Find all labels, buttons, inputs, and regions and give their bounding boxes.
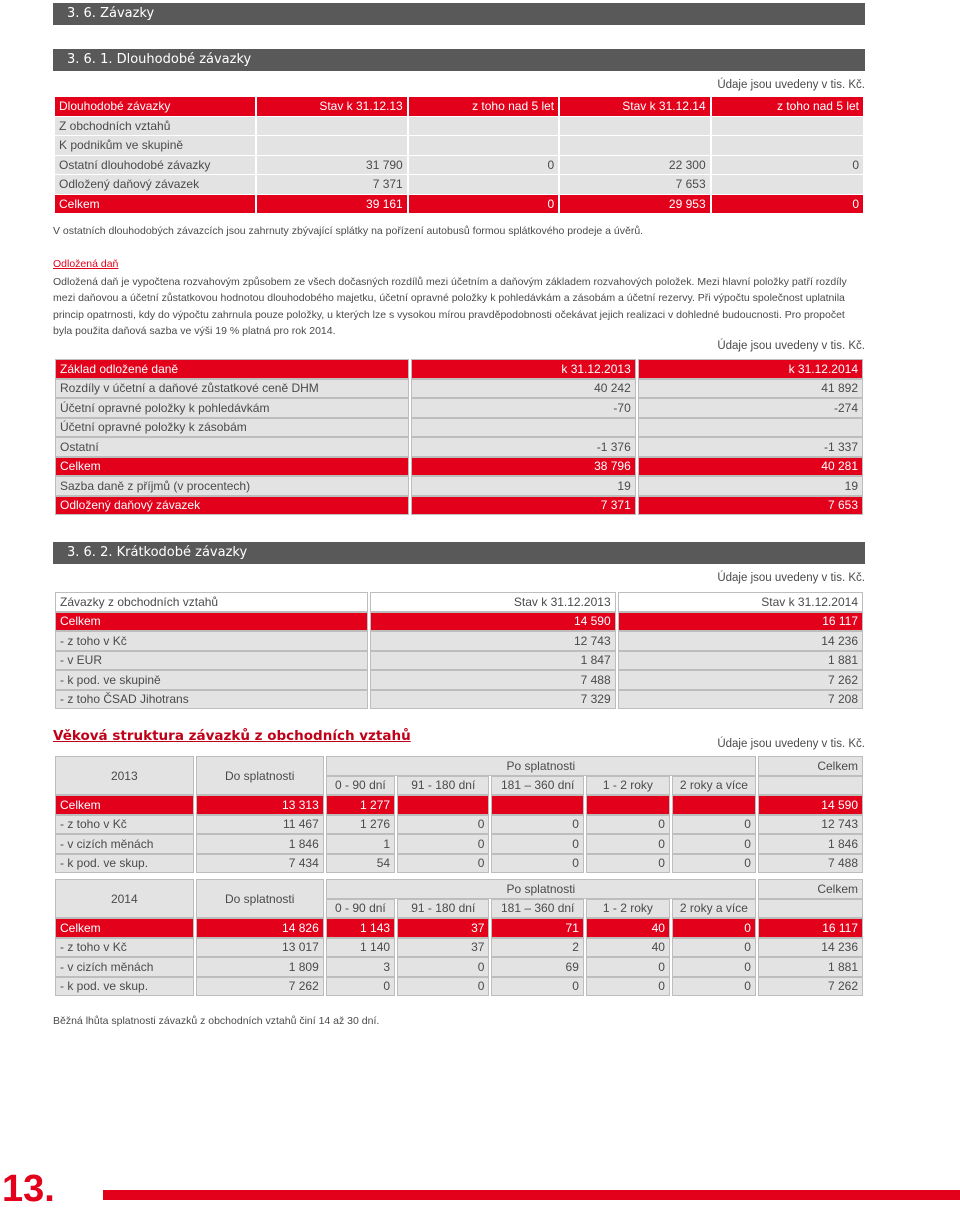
table-cell: 41 892 (638, 379, 863, 399)
table-cell: 1 881 (758, 957, 863, 977)
table-cell: 0 (397, 957, 489, 977)
table-cell: 0 (672, 834, 756, 854)
row-label: Z obchodních vztahů (55, 117, 255, 137)
table-cell: 1 277 (326, 795, 395, 815)
table-cell: 7 488 (370, 670, 615, 690)
table-cell: 7 262 (758, 977, 863, 997)
table-cell: 0 (586, 834, 670, 854)
table-row (55, 670, 863, 690)
header-cell: 0 - 90 dní (326, 776, 395, 796)
table-cell: 19 (411, 476, 636, 496)
table-cell (409, 117, 558, 137)
table-cell: 0 (672, 938, 756, 958)
row-label: - v cizích měnách (55, 957, 194, 977)
row-label: - z toho v Kč (55, 815, 194, 835)
header-cell (758, 899, 863, 919)
table-cell: 14 236 (618, 631, 863, 651)
table-cell: 37 (397, 918, 489, 938)
table-row (55, 418, 863, 438)
header-cell: Základ odložené daně (55, 359, 409, 379)
total-row (55, 195, 863, 215)
header-cell: k 31.12.2013 (411, 359, 636, 379)
row-label: - z toho ČSAD Jihotrans (55, 690, 368, 710)
deferred-tax-text: Odložená daň je vypočtena rozvahovým způsobem ze všech dočasných rozdílů mezi účetním a daňovým základem rozvahových položek. Mezi hlavní položky patří rozdíly mezi daňovou a účetní zůstatkovou hodnotou dlouhodobého majetku, účetní opravné položky k pohledávkám a zásobám a účetní rezervy. Při výpočtu společnost uplatnila princip opatrnosti, kdy do výpočtu zahrnula pouze položky, u kterých lze s vysokou mírou pravděpodobnosti očekávat jejich realizaci v dohledné budoucnosti. Pro propočet byla použita daňová sazba ve výši 19 % platná pro rok 2014. (53, 275, 847, 337)
row-label: - v EUR (55, 651, 368, 671)
table-cell: 1 846 (758, 834, 863, 854)
row-label: Ostatní dlouhodobé závazky (55, 156, 255, 176)
table-cell: 0 (491, 977, 583, 997)
row-label: - k pod. ve skup. (55, 854, 194, 874)
table-row (55, 437, 863, 457)
row-label: - k pod. ve skupině (55, 670, 368, 690)
total-row (55, 795, 863, 815)
table-cell: 1 881 (618, 651, 863, 671)
table-cell: 54 (326, 854, 395, 874)
table-header-row (55, 359, 863, 379)
table-cell: 69 (491, 957, 583, 977)
table-cell: 0 (586, 977, 670, 997)
table-header-row (55, 97, 863, 117)
short-term-liabilities-table (53, 592, 865, 709)
table-cell: 19 (638, 476, 863, 496)
table-cell: 71 (491, 918, 583, 938)
table-cell (491, 795, 583, 815)
units-note: Údaje jsou uvedeny v tis. Kč. (717, 340, 865, 352)
header-cell: Dlouhodobé závazky (55, 97, 255, 117)
table-cell: 0 (672, 815, 756, 835)
table-cell: 16 117 (618, 612, 863, 632)
table-cell: 7 488 (758, 854, 863, 874)
table-cell: 7 434 (196, 854, 324, 874)
table-cell: 0 (491, 854, 583, 874)
table-cell: 37 (397, 938, 489, 958)
table-cell (712, 117, 863, 137)
header-cell: 181 – 360 dní (491, 776, 583, 796)
table-header-row (55, 592, 863, 612)
row-label: - v cizích měnách (55, 834, 194, 854)
table-cell: 12 743 (758, 815, 863, 835)
row-label: - z toho v Kč (55, 938, 194, 958)
table-cell: 1 846 (196, 834, 324, 854)
header-cell: Celkem (758, 879, 863, 899)
table-cell (586, 795, 670, 815)
header-cell: 1 - 2 roky (586, 899, 670, 919)
header-cell: 91 - 180 dní (397, 899, 489, 919)
header-cell: Závazky z obchodních vztahů (55, 592, 368, 612)
table-cell: 1 847 (370, 651, 615, 671)
header-cell: Do splatnosti (196, 879, 324, 918)
table-row (55, 938, 863, 958)
units-note: Údaje jsou uvedeny v tis. Kč. (717, 738, 865, 750)
table-cell: 12 743 (370, 631, 615, 651)
row-label: Odložený daňový závazek (55, 175, 255, 195)
table-cell (712, 136, 863, 156)
table-cell: 13 313 (196, 795, 324, 815)
payment-terms-footnote: Běžná lhůta splatnosti závazků z obchodních vztahů činí 14 až 30 dní. (53, 1015, 380, 1027)
table-row (55, 977, 863, 997)
header-cell: k 31.12.2014 (638, 359, 863, 379)
header-cell: Do splatnosti (196, 756, 324, 795)
table-header-row (55, 756, 863, 776)
table-cell: 1 140 (326, 938, 395, 958)
table-cell: 0 (409, 156, 558, 176)
row-label: Celkem (55, 918, 194, 938)
long-term-note: V ostatních dlouhodobých závazcích jsou zahrnuty zbývající splátky na pořízení autobusů formou splátkového prodeje a úvěrů. (53, 225, 644, 237)
table-cell: 0 (326, 977, 395, 997)
table-cell: 3 (326, 957, 395, 977)
row-label: Celkem (55, 612, 368, 632)
table-cell: 0 (491, 834, 583, 854)
long-term-liabilities-table (53, 97, 865, 214)
table-cell: 0 (397, 977, 489, 997)
row-label: Odložený daňový závazek (55, 496, 409, 516)
units-note: Údaje jsou uvedeny v tis. Kč. (717, 79, 865, 91)
header-cell (758, 776, 863, 796)
table-cell: -274 (638, 398, 863, 418)
table-cell: 1 143 (326, 918, 395, 938)
footer-red-line (103, 1190, 960, 1200)
subsection-title-bar (53, 542, 865, 564)
table-cell: 16 117 (758, 918, 863, 938)
subsection-title-long-term: 3. 6. 1. Dlouhodobé závazky (67, 52, 252, 67)
row-label: Účetní opravné položky k pohledávkám (55, 398, 409, 418)
header-cell: 91 - 180 dní (397, 776, 489, 796)
table-cell (672, 795, 756, 815)
table-row (55, 156, 863, 176)
table-cell: 7 653 (560, 175, 709, 195)
table-cell: 14 590 (758, 795, 863, 815)
table-cell (409, 175, 558, 195)
table-cell: 40 242 (411, 379, 636, 399)
row-label: Ostatní (55, 437, 409, 457)
table-row (55, 690, 863, 710)
deferred-tax-table (53, 359, 865, 515)
table-cell: 11 467 (196, 815, 324, 835)
table-cell: 31 790 (257, 156, 406, 176)
table-cell: 0 (491, 815, 583, 835)
table-cell (257, 136, 406, 156)
row-label: K podnikům ve skupině (55, 136, 255, 156)
age-structure-heading: Věková struktura závazků z obchodních vztahů (53, 728, 411, 744)
subsection-title-bar (53, 49, 865, 71)
header-cell: 0 - 90 dní (326, 899, 395, 919)
header-cell: z toho nad 5 let (712, 97, 863, 117)
row-label: - z toho v Kč (55, 631, 368, 651)
page-number: 13. (2, 1168, 55, 1210)
table-cell: 0 (672, 918, 756, 938)
row-label: Účetní opravné položky k zásobám (55, 418, 409, 438)
table-cell: 0 (672, 957, 756, 977)
table-cell: 7 371 (257, 175, 406, 195)
table-cell (397, 795, 489, 815)
table-cell: 14 590 (370, 612, 615, 632)
table-cell (411, 418, 636, 438)
header-cell: 1 - 2 roky (586, 776, 670, 796)
row-label: Rozdíly v účetní a daňové zůstatkové ceně DHM (55, 379, 409, 399)
table-cell: 7 371 (411, 496, 636, 516)
table-cell: 7 208 (618, 690, 863, 710)
age-structure-2013-table (53, 756, 865, 873)
table-row (55, 631, 863, 651)
table-cell: 14 236 (758, 938, 863, 958)
deferred-tax-link[interactable]: Odložená daň (53, 258, 119, 270)
table-cell (638, 418, 863, 438)
table-cell (257, 117, 406, 137)
row-label: Sazba daně z příjmů (v procentech) (55, 476, 409, 496)
tax-rate-row (55, 476, 863, 496)
table-row (55, 175, 863, 195)
table-row (55, 957, 863, 977)
table-row (55, 379, 863, 399)
table-cell: 0 (672, 977, 756, 997)
year-cell: 2014 (55, 879, 194, 918)
table-cell: 0 (397, 815, 489, 835)
table-cell: 1 809 (196, 957, 324, 977)
header-cell: Po splatnosti (326, 879, 756, 899)
header-cell: z toho nad 5 let (409, 97, 558, 117)
table-row (55, 815, 863, 835)
row-label: Celkem (55, 195, 255, 215)
header-cell: 181 – 360 dní (491, 899, 583, 919)
table-header-row (55, 879, 863, 899)
total-row (55, 918, 863, 938)
table-cell: 0 (672, 854, 756, 874)
header-cell: 2 roky a více (672, 776, 756, 796)
age-structure-2014-table (53, 879, 865, 996)
table-cell: 0 (397, 854, 489, 874)
table-row (55, 834, 863, 854)
result-row (55, 496, 863, 516)
section-title: 3. 6. Závazky (67, 6, 155, 21)
row-label: Celkem (55, 795, 194, 815)
table-row (55, 651, 863, 671)
table-cell: 7 262 (618, 670, 863, 690)
table-cell: 40 (586, 918, 670, 938)
header-cell: Stav k 31.12.2014 (618, 592, 863, 612)
table-cell: 40 281 (638, 457, 863, 477)
header-cell: Stav k 31.12.13 (257, 97, 406, 117)
table-cell: 0 (397, 834, 489, 854)
table-cell: 7 329 (370, 690, 615, 710)
table-cell: 38 796 (411, 457, 636, 477)
section-title-bar (53, 3, 865, 25)
header-cell: Stav k 31.12.2013 (370, 592, 615, 612)
table-cell: 13 017 (196, 938, 324, 958)
table-cell (712, 175, 863, 195)
table-cell: 14 826 (196, 918, 324, 938)
table-cell: 39 161 (257, 195, 406, 215)
table-row (55, 398, 863, 418)
table-cell (560, 136, 709, 156)
units-note: Údaje jsou uvedeny v tis. Kč. (717, 572, 865, 584)
year-cell: 2013 (55, 756, 194, 795)
row-label: - k pod. ve skup. (55, 977, 194, 997)
subsection-title-short-term: 3. 6. 2. Krátkodobé závazky (67, 545, 248, 560)
table-cell: 22 300 (560, 156, 709, 176)
table-cell: 0 (712, 195, 863, 215)
table-cell: 29 953 (560, 195, 709, 215)
table-cell: 0 (712, 156, 863, 176)
header-cell: Stav k 31.12.14 (560, 97, 709, 117)
total-row (55, 457, 863, 477)
table-row (55, 117, 863, 137)
header-cell: Celkem (758, 756, 863, 776)
table-cell: 1 (326, 834, 395, 854)
table-cell (409, 136, 558, 156)
table-cell: 0 (586, 854, 670, 874)
table-cell: 2 (491, 938, 583, 958)
table-row (55, 136, 863, 156)
table-cell: 7 653 (638, 496, 863, 516)
table-cell (560, 117, 709, 137)
header-cell: 2 roky a více (672, 899, 756, 919)
table-cell: -1 337 (638, 437, 863, 457)
table-cell: -1 376 (411, 437, 636, 457)
row-label: Celkem (55, 457, 409, 477)
table-row (55, 854, 863, 874)
total-row (55, 612, 863, 632)
table-cell: 0 (409, 195, 558, 215)
table-cell: 40 (586, 938, 670, 958)
table-cell: 0 (586, 957, 670, 977)
header-cell: Po splatnosti (326, 756, 756, 776)
table-cell: 0 (586, 815, 670, 835)
table-cell: -70 (411, 398, 636, 418)
deferred-tax-note (53, 256, 865, 340)
table-cell: 1 276 (326, 815, 395, 835)
table-cell: 7 262 (196, 977, 324, 997)
